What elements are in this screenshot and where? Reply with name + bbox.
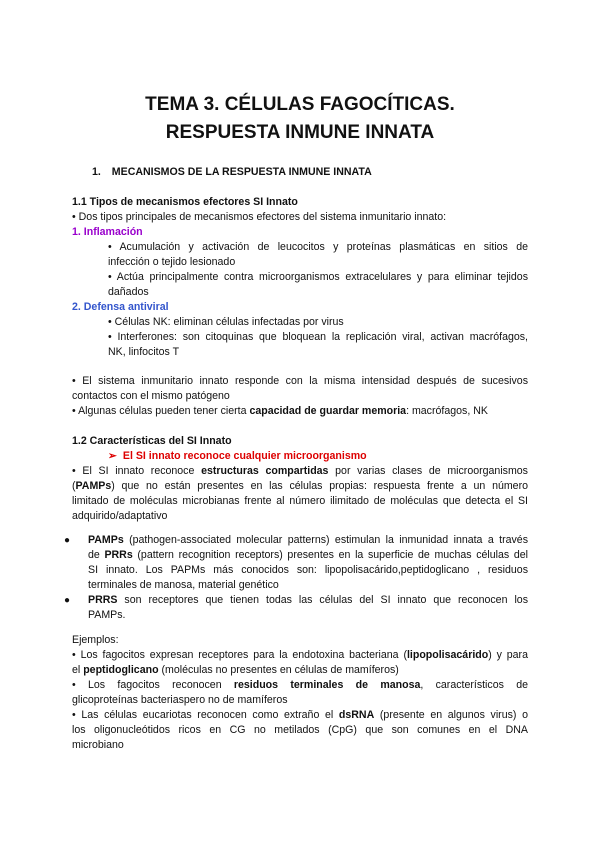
subsection-1-1-heading: 1.1 Tipos de mecanismos efectores SI Innato	[72, 196, 298, 208]
arrow-icon: ➢	[108, 450, 117, 462]
ejemplo-3-line-1: • Las células eucariotas reconocen como extraño el dsRNA (presente en algunos virus) o	[72, 709, 528, 721]
ejemplos-heading: Ejemplos:	[72, 634, 119, 646]
pamps-line-4: terminales de manosa, material genético	[88, 579, 279, 591]
innate-response-line-2: contactos con el mismo patógeno	[72, 390, 230, 402]
title-line-1: TEMA 3. CÉLULAS FAGOCÍTICAS.	[145, 94, 455, 115]
ejemplo-3-line-3: microbiano	[72, 739, 124, 751]
subsection-1-2-heading: 1.2 Características del SI Innato	[72, 435, 232, 447]
section-1-title: MECANISMOS DE LA RESPUESTA INMUNE INNATA	[111, 166, 372, 178]
recognition-line-3: limitado de moléculas microbianas frente al número ilimitado de moléculas que detecta el SI	[72, 495, 528, 507]
prrs-line-1: PRRS son receptores que tienen todas las células del SI innato que reconocen los	[88, 594, 528, 606]
antiviral-label: 2. Defensa antiviral	[72, 301, 169, 313]
ejemplo-3-line-2: los oligonucleótidos ricos en CG no metilados (CpG) que son comunes en el DNA	[72, 724, 528, 736]
recognition-line-2: (PAMPs) que no están presentes en las células propias: respuesta frente a un número	[72, 480, 528, 492]
recognition-line-4: adquirido/adaptativo	[72, 510, 168, 522]
section-1-heading	[92, 165, 512, 180]
bullet-dot-icon: ●	[64, 595, 71, 606]
inflamacion-bullet-2-line-1: • Actúa principalmente contra microorganismos extracelulares y para eliminar tejidos	[108, 271, 528, 283]
antiviral-bullet-2-line-2: NK, linfocitos T	[108, 346, 180, 358]
document-title	[0, 91, 600, 147]
innate-response-line-1: • El sistema inmunitario innato responde con la misma intensidad después de sucesivos	[72, 375, 528, 387]
antiviral-bullet-2-line-1: • Interferones: son citoquinas que bloquean la replicación viral, activan macrófagos,	[108, 331, 528, 343]
ejemplo-2-line-1: • Los fagocitos reconocen residuos terminales de manosa, característicos de	[72, 679, 528, 691]
ejemplo-2-line-2: glicoproteínas bacteriaspero no de mamíferos	[72, 694, 288, 706]
list-item-prrs	[64, 593, 528, 623]
ejemplo-1-line-2: el peptidoglicano (moléculas no presentes en células de mamíferos)	[72, 664, 399, 676]
pamps-line-3: SI innato. Los PAPMs más conocidos son: lipopolisacárido,peptidoglicano , residuos	[88, 564, 528, 576]
memory-paragraph: • Algunas células pueden tener cierta capacidad de guardar memoria: macrófagos, NK	[72, 405, 488, 417]
prrs-line-2: PAMPs.	[88, 609, 126, 621]
inflamacion-label: 1. Inflamación	[72, 226, 143, 238]
title-line-2: RESPUESTA INMUNE INNATA	[165, 122, 435, 143]
section-1-number: 1.	[92, 166, 101, 178]
inflamacion-bullet-1-line-2: infección o tejido lesionado	[108, 256, 236, 268]
inflamacion-bullet-1-line-1: • Acumulación y activación de leucocitos y proteínas plasmáticas en sitios de	[108, 241, 528, 253]
subsection-1-1-intro: • Dos tipos principales de mecanismos efectores del sistema inmunitario innato:	[72, 211, 447, 223]
bullet-dot-icon: ●	[64, 535, 71, 546]
antiviral-bullet-1: • Células NK: eliminan células infectadas por virus	[108, 316, 344, 328]
pamps-line-1: PAMPs (pathogen-associated molecular patterns) estimulan la inmunidad innata a través	[88, 534, 528, 546]
list-item-pamps	[64, 533, 528, 593]
recognition-line-1: • El SI innato reconoce estructuras compartidas por varias clases de microorganismos	[72, 465, 528, 477]
inflamacion-bullet-2-line-2: dañados	[108, 286, 149, 298]
ejemplo-1-line-1: • Los fagocitos expresan receptores para la endotoxina bacteriana (lipopolisacárido) y para	[72, 649, 528, 661]
red-highlight-line: ➢ El SI innato reconoce cualquier microorganismo	[108, 450, 367, 462]
pamps-line-2: de PRRs (pattern recognition receptors) presentes en la superficie de muchas células del	[88, 549, 529, 561]
